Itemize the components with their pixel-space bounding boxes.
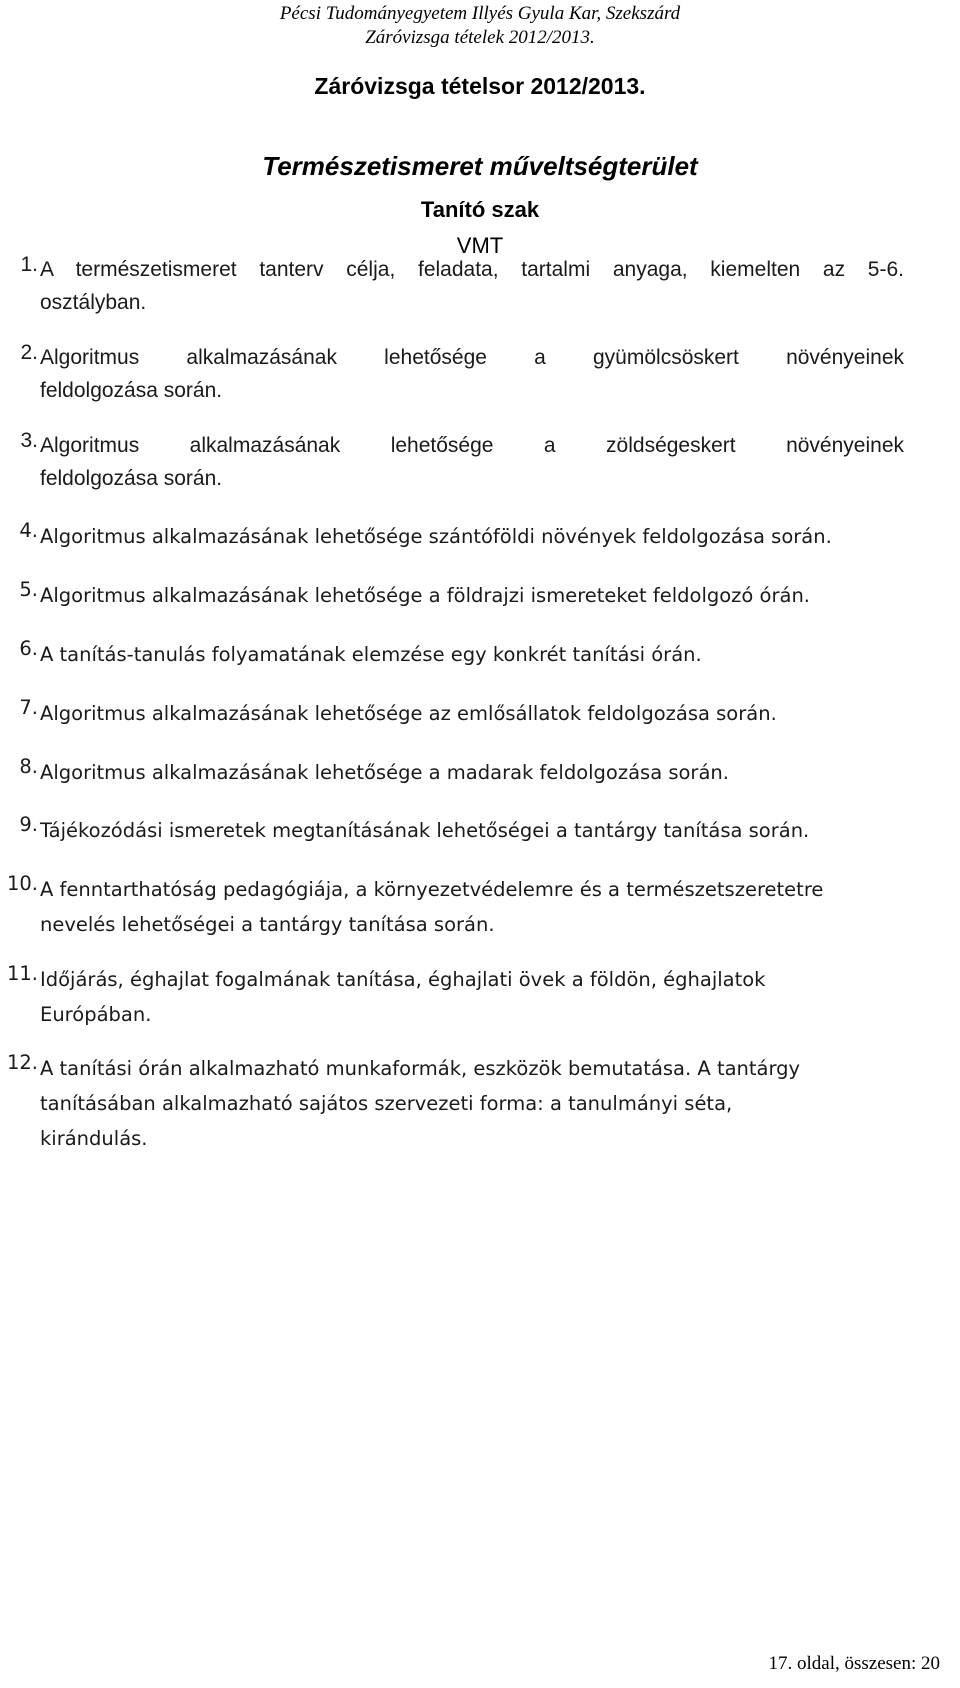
header-institution: Pécsi Tudományegyetem Illyés Gyula Kar, Szekszárd — [279, 3, 681, 24]
topic-number: 2. — [20, 341, 38, 364]
topic-text-line: A természetismeret tanterv célja, feladata, tartalmi anyaga, kiemelten az 5-6. — [40, 258, 904, 281]
topic-text-line: Algoritmus alkalmazásának lehetősége a földrajzi ismereteket feldolgozó órán. — [40, 584, 811, 607]
topic-number: 7. — [19, 696, 38, 719]
topic-item-12 — [6, 1051, 904, 1156]
topic-text-line: Európában. — [40, 1003, 152, 1026]
program-name: Tanító szak — [420, 197, 540, 222]
topic-number: 8. — [19, 755, 38, 778]
topic-text-line: A tanítási órán alkalmazható munkaformák, eszközök bemutatása. A tantárgy — [40, 1057, 801, 1080]
topic-text-line: Időjárás, éghajlat fogalmának tanítása, éghajlati övek a földön, éghajlatok — [40, 968, 766, 991]
header-subtitle: Záróvizsga tételek 2012/2013. — [365, 27, 595, 48]
area-title: Természetismeret műveltségterület — [262, 151, 698, 181]
topic-text-line: Algoritmus alkalmazásának lehetősége a madarak feldolgozása során. — [40, 761, 729, 784]
topic-item-2 — [20, 341, 904, 407]
topic-text-line: osztályban. — [40, 291, 147, 314]
topic-text-line: feldolgozása során. — [40, 467, 223, 490]
topic-item-1 — [20, 253, 904, 319]
topic-text-line: Algoritmus alkalmazásának lehetősége a gyümölcsöskert növényeinek — [40, 346, 904, 369]
topic-number: 1. — [20, 253, 38, 276]
topic-number: 6. — [19, 637, 38, 660]
topic-number: 9. — [19, 813, 38, 836]
program-code: VMT — [456, 233, 504, 258]
page-number-footer: 17. oldal, összesen: 20 — [768, 1653, 940, 1674]
topic-number: 4. — [19, 519, 38, 542]
topic-item-6 — [19, 637, 904, 672]
topic-item-9 — [19, 813, 904, 848]
topic-number: 11. — [6, 962, 38, 985]
topic-text-line: A tanítás-tanulás folyamatának elemzése egy konkrét tanítási órán. — [40, 643, 702, 666]
topic-number: 10. — [6, 872, 38, 895]
topic-item-7 — [19, 696, 904, 731]
topic-number: 3. — [20, 429, 38, 452]
topic-text-line: kirándulás. — [40, 1127, 148, 1150]
topic-item-4 — [19, 519, 904, 554]
topic-item-3 — [20, 429, 904, 495]
topic-text-line: tanításában alkalmazható sajátos szervezeti forma: a tanulmányi séta, — [40, 1092, 733, 1115]
topic-number: 12. — [6, 1051, 38, 1074]
topic-item-11 — [6, 962, 904, 1032]
topic-number: 5. — [19, 578, 38, 601]
document-title: Záróvizsga tételsor 2012/2013. — [314, 73, 646, 99]
topic-text-line: Algoritmus alkalmazásának lehetősége az emlősállatok feldolgozása során. — [40, 702, 777, 725]
topic-text-line: A fenntarthatóság pedagógiája, a környezetvédelemre és a természetszeretetre — [40, 878, 824, 901]
topic-item-8 — [19, 755, 904, 790]
topic-text-line: feldolgozása során. — [40, 379, 223, 402]
topic-item-10 — [6, 872, 904, 942]
topic-text-line: nevelés lehetőségei a tantárgy tanítása során. — [40, 913, 495, 936]
topic-text-line: Algoritmus alkalmazásának lehetősége a zöldségeskert növényeinek — [40, 434, 904, 457]
topic-text-line: Algoritmus alkalmazásának lehetősége szántóföldi növények feldolgozása során. — [40, 525, 832, 548]
topic-item-5 — [19, 578, 904, 613]
topic-text-line: Tájékozódási ismeretek megtanításának lehetőségei a tantárgy tanítása során. — [40, 819, 810, 842]
